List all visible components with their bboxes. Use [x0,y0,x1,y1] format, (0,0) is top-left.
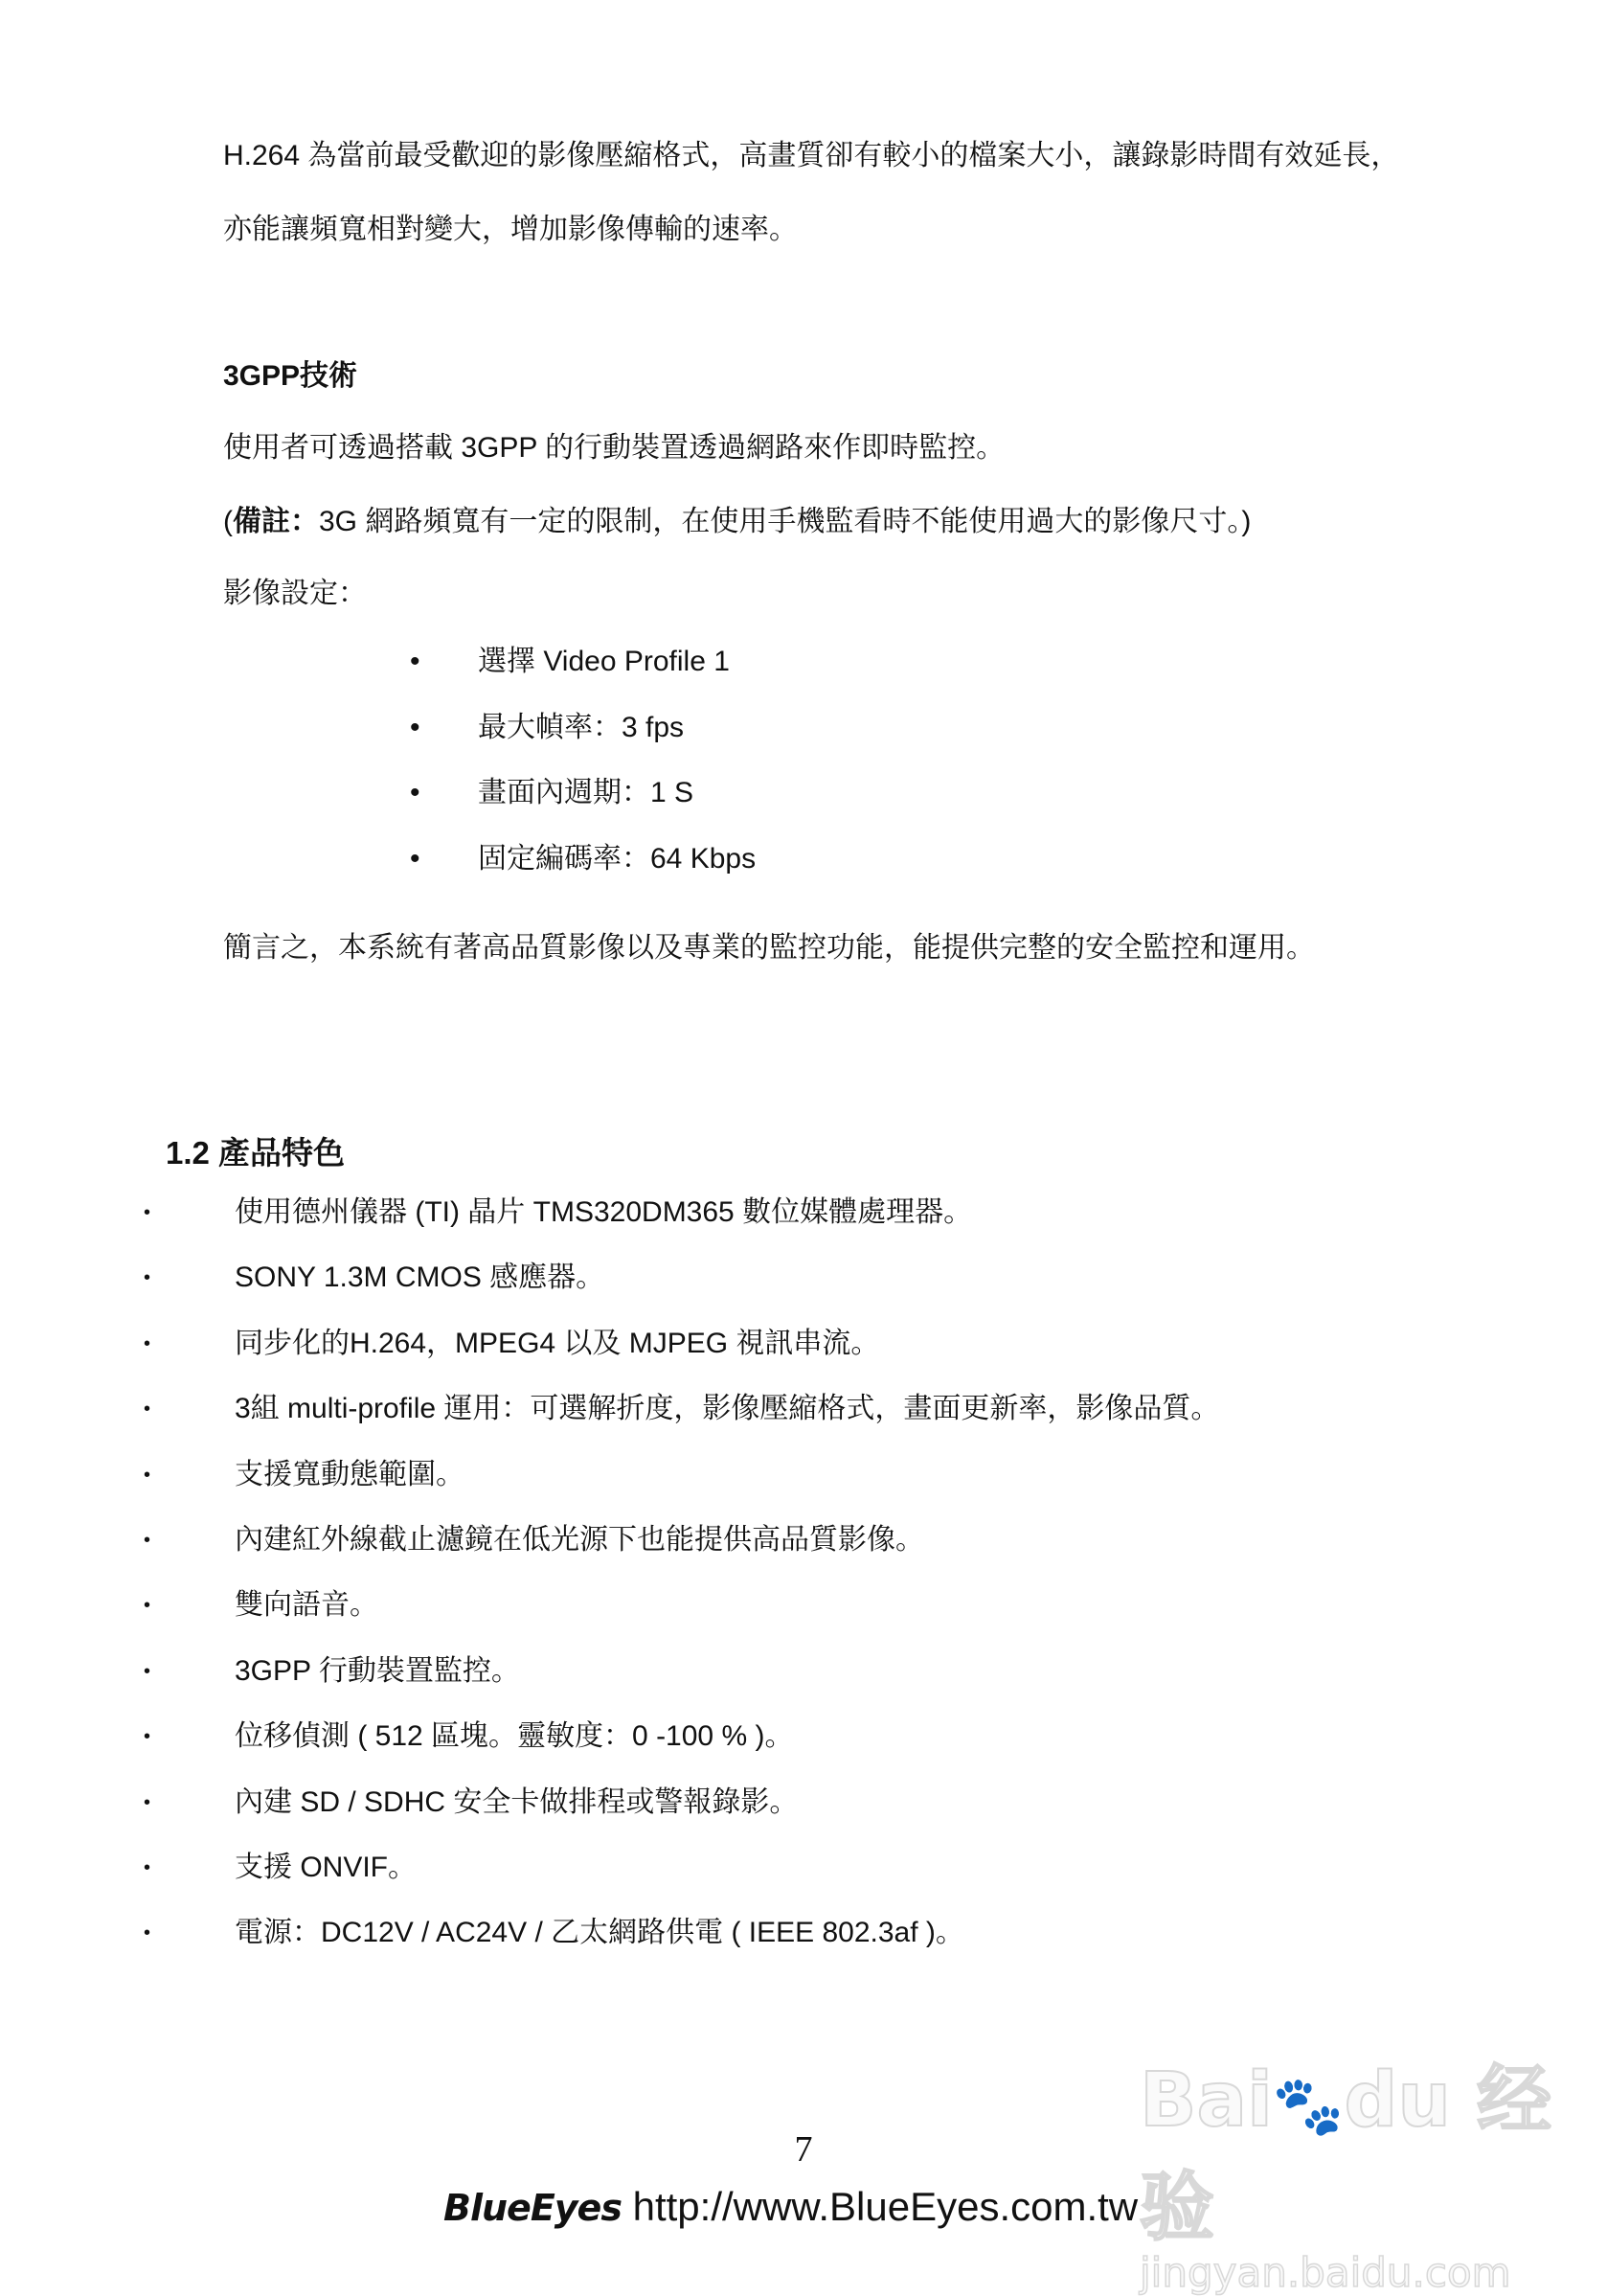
feature-item: 同步化的H.264，MPEG4 以及 MJPEG 視訊串流。 [235,1327,880,1359]
bullet-icon: • [144,1202,151,1223]
bullet-icon: • [410,646,420,677]
bullet-icon: • [144,1791,151,1813]
bullet-icon: • [144,1857,151,1878]
feature-item: 3組 multi-profile 運用：可選解折度，影像壓縮格式，畫面更新率，影像品質。 [235,1393,1220,1425]
bullet-icon: • [144,1267,151,1289]
note-open: ( [223,506,233,537]
bullet-icon: • [144,1464,151,1486]
bullet-icon: • [144,1332,151,1354]
footer-url[interactable]: http://www.BlueEyes.com.tw [632,2184,1139,2229]
settings-label: 影像設定： [223,578,367,609]
note-text: 3G 網路頻寬有一定的限制，在使用手機監看時不能使用過大的影像尺寸。) [319,506,1252,537]
bullet-icon: • [410,711,420,743]
brand-logo: BlueEyes [443,2187,622,2229]
bullet-icon: • [144,1660,151,1682]
setting-item: 最大幀率：3 fps [478,711,685,743]
bullet-icon: • [144,1595,151,1617]
section-heading-features: 1.2 產品特色 [166,1135,346,1171]
3gpp-description: 使用者可透過搭載 3GPP 的行動裝置透過網路來作即時監控。 [223,432,1006,464]
feature-item: 3GPP 行動裝置監控。 [235,1654,520,1687]
summary-text: 簡言之，本系統有著高品質影像以及專業的監控功能，能提供完整的安全監控和運用。 [223,932,1315,964]
footer [443,2184,1138,2230]
feature-item: 電源：DC12V / AC24V / 乙太網路供電 ( IEEE 802.3af )。 [235,1917,964,1949]
bullet-icon: • [144,1530,151,1551]
feature-item: 支援寬動態範圍。 [235,1458,464,1490]
bullet-icon: • [144,1726,151,1748]
intro-line-2: 亦能讓頻寬相對變大，增加影像傳輸的速率。 [223,214,798,245]
feature-item: 支援 ONVIF。 [235,1852,418,1883]
setting-item: 固定編碼率：64 Kbps [478,842,757,875]
bullet-icon: • [144,1398,151,1421]
baidu-logo: Bai🐾du 经验 [1140,2057,1552,2251]
watermark-url: jingyan.baidu.com [1140,2249,1511,2296]
feature-item: SONY 1.3M CMOS 感應器。 [235,1262,605,1294]
feature-item: 位移偵測 ( 512 區塊。靈敏度：0 -100 % )。 [235,1720,794,1753]
setting-item: 選擇 Video Profile 1 [478,646,730,677]
feature-item: 雙向語音。 [235,1589,378,1622]
3gpp-note [223,505,1251,539]
note-label: 備註： [233,506,319,537]
setting-item: 畫面內週期：1 S [478,777,694,808]
baidu-watermark [1140,2040,1607,2296]
section-heading-3gpp: 3GPP技術 [223,360,358,392]
intro-line-1: H.264 為當前最受歡迎的影像壓縮格式，高畫質卻有較小的檔案大小，讓錄影時間有效延長， [223,140,1400,171]
feature-item: 內建 SD / SDHC 安全卡做排程或警報錄影。 [235,1785,799,1818]
page-number: 7 [794,2129,813,2170]
bullet-icon: • [410,777,420,808]
bullet-icon: • [410,842,420,875]
bullet-icon: • [144,1922,151,1944]
feature-item: 使用德州儀器 (TI) 晶片 TMS320DM365 數位媒體處理器。 [235,1196,973,1228]
feature-item: 內建紅外線截止濾鏡在低光源下也能提供高品質影像。 [235,1524,924,1556]
